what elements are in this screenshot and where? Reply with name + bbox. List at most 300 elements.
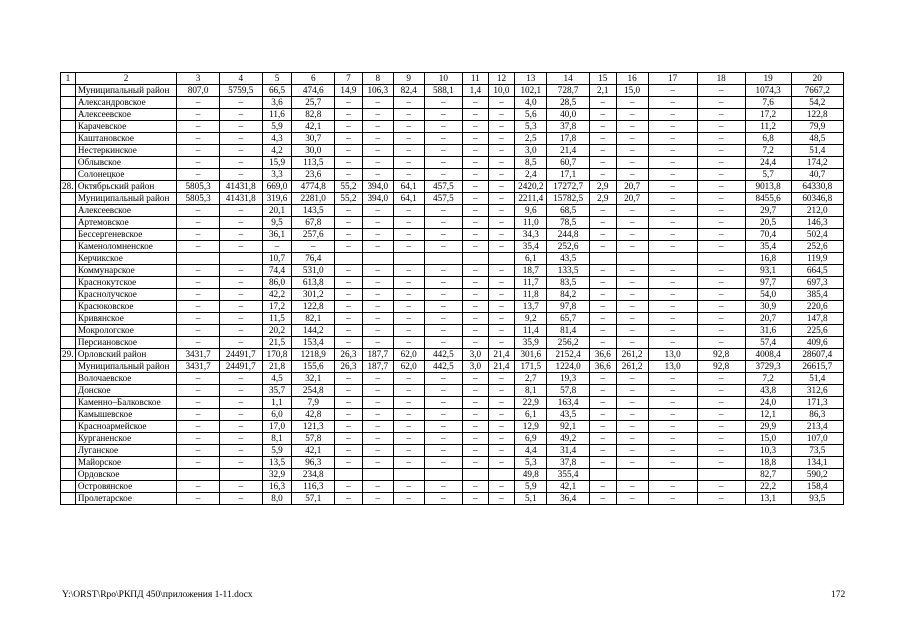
value-cell: 13,0 [648,348,697,360]
territory-name-cell: Октябрьский район [75,180,176,192]
value-cell: – [616,144,648,156]
value-cell: 1218,9 [292,348,335,360]
value-cell: – [463,288,489,300]
value-cell: 43,5 [547,408,590,420]
value-cell: 7,2 [745,372,791,384]
value-cell: – [362,336,393,348]
row-number-cell [61,360,76,372]
value-cell: 143,5 [292,204,335,216]
table-row [61,336,844,348]
value-cell: 15,0 [616,84,648,96]
territory-name-cell: Пролетарское [75,492,176,504]
value-cell: 6,1 [515,252,547,264]
column-number-cell: 11 [463,73,489,85]
value-cell: – [362,216,393,228]
value-cell: 119,9 [791,252,843,264]
territory-name-cell: Артемовское [75,216,176,228]
value-cell: 312,6 [791,384,843,396]
data-table [60,72,844,505]
value-cell: 2,9 [589,192,616,204]
value-cell: – [697,300,745,312]
value-cell: – [616,240,648,252]
row-number-cell [61,264,76,276]
row-number-cell [61,336,76,348]
value-cell: – [424,456,462,468]
value-cell: 254,8 [292,384,335,396]
value-cell: – [219,132,262,144]
value-cell: 107,0 [791,432,843,444]
value-cell: 9,5 [262,216,292,228]
value-cell: – [393,444,424,456]
value-cell: – [463,180,489,192]
value-cell: 6,0 [262,408,292,420]
value-cell: 212,0 [791,204,843,216]
territory-name-cell: Кривянское [75,312,176,324]
territory-name-cell: Луганское [75,444,176,456]
value-cell: – [362,168,393,180]
value-cell: – [177,228,220,240]
value-cell: 13,1 [745,492,791,504]
value-cell: – [393,216,424,228]
value-cell: – [362,144,393,156]
value-cell: – [424,264,462,276]
value-cell: – [616,156,648,168]
value-cell: – [589,264,616,276]
row-number-cell [61,396,76,408]
value-cell: – [697,240,745,252]
column-number-cell: 9 [393,73,424,85]
value-cell [335,468,363,480]
value-cell: – [177,420,220,432]
value-cell: – [219,156,262,168]
value-cell: – [362,240,393,252]
row-number-cell [61,372,76,384]
value-cell: 16,8 [745,252,791,264]
value-cell: 11,8 [515,288,547,300]
territory-name-cell: Донское [75,384,176,396]
value-cell: – [589,228,616,240]
value-cell: – [697,108,745,120]
value-cell: – [177,168,220,180]
value-cell: – [219,396,262,408]
value-cell: 40,7 [791,168,843,180]
value-cell: – [697,96,745,108]
value-cell: – [463,108,489,120]
value-cell: 252,6 [791,240,843,252]
value-cell: 122,8 [791,108,843,120]
value-cell: 36,6 [589,360,616,372]
value-cell: 24,4 [745,156,791,168]
value-cell: – [648,324,697,336]
value-cell: – [177,396,220,408]
value-cell: – [589,132,616,144]
value-cell: – [463,192,489,204]
value-cell: – [424,408,462,420]
value-cell: 20,1 [262,204,292,216]
value-cell: 13,7 [515,300,547,312]
column-number-cell: 14 [547,73,590,85]
value-cell: 79,9 [791,120,843,132]
value-cell: 21,4 [488,348,515,360]
territory-name-cell: Каштановское [75,132,176,144]
territory-name-cell: Керчикское [75,252,176,264]
value-cell: – [424,324,462,336]
territory-name-cell: Каменно–Балковское [75,396,176,408]
value-cell: – [335,264,363,276]
value-cell: 174,2 [791,156,843,168]
value-cell: – [488,456,515,468]
value-cell: – [697,144,745,156]
column-number-cell: 7 [335,73,363,85]
value-cell: – [335,156,363,168]
value-cell: 36,4 [547,492,590,504]
value-cell: 11,7 [515,276,547,288]
value-cell: – [463,420,489,432]
footer-file-path: Y:\ORST\Rpo\РКПД 450\приложения 1-11.docx [62,590,253,600]
value-cell: 12,9 [515,420,547,432]
value-cell [488,468,515,480]
value-cell: – [616,96,648,108]
value-cell: – [177,384,220,396]
table-row [61,240,844,252]
value-cell: – [648,144,697,156]
value-cell: – [463,216,489,228]
value-cell: – [219,288,262,300]
value-cell: – [219,444,262,456]
value-cell: – [335,444,363,456]
value-cell: – [424,396,462,408]
value-cell: – [177,96,220,108]
value-cell: – [488,192,515,204]
column-number-cell: 6 [292,73,335,85]
value-cell: – [589,420,616,432]
value-cell: – [335,432,363,444]
table-header-row [61,73,844,85]
value-cell: – [362,480,393,492]
value-cell: 234,8 [292,468,335,480]
value-cell [589,252,616,264]
value-cell: 86,3 [791,408,843,420]
table-row [61,444,844,456]
value-cell: – [362,420,393,432]
value-cell: 2420,2 [515,180,547,192]
value-cell: – [335,288,363,300]
value-cell: – [648,168,697,180]
row-number-cell [61,480,76,492]
value-cell: – [362,120,393,132]
row-number-cell [61,96,76,108]
value-cell: – [488,408,515,420]
value-cell: – [424,156,462,168]
value-cell: – [589,300,616,312]
value-cell: – [362,132,393,144]
value-cell: – [648,444,697,456]
value-cell: – [616,420,648,432]
territory-name-cell: Мокрологское [75,324,176,336]
row-number-cell [61,204,76,216]
value-cell: – [488,216,515,228]
value-cell: 8,0 [262,492,292,504]
value-cell: – [648,156,697,168]
territory-name-cell: Островянское [75,480,176,492]
value-cell: – [697,336,745,348]
value-cell: 1074,3 [745,84,791,96]
value-cell: – [648,120,697,132]
value-cell: – [463,144,489,156]
value-cell: – [335,96,363,108]
value-cell: – [424,108,462,120]
value-cell: – [589,336,616,348]
value-cell: 29,7 [745,204,791,216]
value-cell: – [648,132,697,144]
table-row [61,360,844,372]
value-cell: – [335,396,363,408]
value-cell: 3,0 [463,360,489,372]
value-cell: 7667,2 [791,84,843,96]
value-cell: – [362,492,393,504]
value-cell: 3729,3 [745,360,791,372]
value-cell: – [219,384,262,396]
value-cell: – [362,276,393,288]
value-cell: – [616,120,648,132]
value-cell: 21,4 [547,144,590,156]
value-cell: – [393,300,424,312]
value-cell: 37,8 [547,120,590,132]
row-number-cell [61,324,76,336]
table-row [61,348,844,360]
value-cell: 55,2 [335,180,363,192]
value-cell: – [335,456,363,468]
value-cell: 5,6 [515,108,547,120]
value-cell: – [219,456,262,468]
row-number-cell [61,288,76,300]
value-cell: 116,3 [292,480,335,492]
value-cell: 42,1 [292,444,335,456]
table-row [61,264,844,276]
value-cell: – [335,132,363,144]
value-cell: 64,1 [393,192,424,204]
row-number-cell [61,252,76,264]
column-number-cell: 12 [488,73,515,85]
value-cell: 8,5 [515,156,547,168]
value-cell: 20,7 [616,180,648,192]
row-number-cell [61,84,76,96]
value-cell: 6,9 [515,432,547,444]
value-cell: 502,4 [791,228,843,240]
value-cell: 2,9 [589,180,616,192]
value-cell: – [335,108,363,120]
value-cell: – [424,204,462,216]
value-cell: 57,4 [745,336,791,348]
value-cell: 11,6 [262,108,292,120]
value-cell: – [393,432,424,444]
value-cell: – [424,492,462,504]
value-cell: – [589,396,616,408]
value-cell: – [616,300,648,312]
value-cell: – [488,156,515,168]
value-cell: – [335,204,363,216]
value-cell: 22,9 [515,396,547,408]
value-cell: – [488,276,515,288]
value-cell: 83,5 [547,276,590,288]
value-cell: – [589,96,616,108]
value-cell: – [616,264,648,276]
value-cell: 54,0 [745,288,791,300]
value-cell: 18,8 [745,456,791,468]
value-cell: – [589,456,616,468]
value-cell: – [697,492,745,504]
value-cell: 4,3 [262,132,292,144]
value-cell: 35,4 [515,240,547,252]
value-cell: – [616,228,648,240]
value-cell: 76,4 [292,252,335,264]
value-cell: 97,8 [547,300,590,312]
value-cell: – [177,144,220,156]
value-cell: 93,1 [745,264,791,276]
value-cell: – [393,312,424,324]
value-cell: 26,3 [335,360,363,372]
row-number-cell [61,312,76,324]
value-cell: 41431,8 [219,192,262,204]
table-row [61,180,844,192]
value-cell: – [697,228,745,240]
value-cell: – [219,204,262,216]
table-row [61,384,844,396]
value-cell: 301,2 [292,288,335,300]
value-cell: 409,6 [791,336,843,348]
value-cell: – [463,480,489,492]
value-cell: – [697,384,745,396]
value-cell: 26615,7 [791,360,843,372]
value-cell: – [424,132,462,144]
value-cell: 20,7 [616,192,648,204]
value-cell: 62,0 [393,360,424,372]
value-cell: – [335,300,363,312]
value-cell: 22,2 [745,480,791,492]
value-cell: – [177,324,220,336]
value-cell: 35,7 [262,384,292,396]
value-cell: – [463,240,489,252]
value-cell: 43,8 [745,384,791,396]
value-cell: – [589,108,616,120]
value-cell: – [463,300,489,312]
value-cell: – [697,264,745,276]
value-cell: 24491,7 [219,348,262,360]
row-number-cell [61,444,76,456]
table-row [61,156,844,168]
value-cell: 34,3 [515,228,547,240]
value-cell: – [219,276,262,288]
value-cell: – [335,120,363,132]
value-cell: 442,5 [424,348,462,360]
territory-name-cell: Орловский район [75,348,176,360]
value-cell: – [219,324,262,336]
territory-name-cell: Алексеевское [75,108,176,120]
value-cell: 225,6 [791,324,843,336]
value-cell: – [292,240,335,252]
value-cell: – [648,312,697,324]
value-cell: – [424,216,462,228]
value-cell: 4774,8 [292,180,335,192]
value-cell: – [393,204,424,216]
value-cell: – [335,216,363,228]
value-cell: 588,1 [424,84,462,96]
value-cell: 442,5 [424,360,462,372]
table-row [61,228,844,240]
value-cell: 134,1 [791,456,843,468]
value-cell: – [697,288,745,300]
value-cell: – [424,444,462,456]
value-cell: – [589,312,616,324]
value-cell: 158,4 [791,480,843,492]
value-cell: – [589,216,616,228]
value-cell: 7,6 [745,96,791,108]
value-cell: 82,8 [292,108,335,120]
value-cell: – [393,420,424,432]
value-cell: – [648,276,697,288]
value-cell: – [393,288,424,300]
data-table-container [60,72,844,505]
territory-name-cell: Ордовское [75,468,176,480]
value-cell [177,468,220,480]
value-cell: – [219,420,262,432]
territory-name-cell: Камышевское [75,408,176,420]
value-cell: 170,8 [262,348,292,360]
value-cell: – [648,84,697,96]
value-cell: – [616,132,648,144]
row-number-cell [61,408,76,420]
value-cell: – [488,120,515,132]
value-cell: – [424,300,462,312]
value-cell: – [616,276,648,288]
value-cell: 11,2 [745,120,791,132]
value-cell: – [616,324,648,336]
value-cell: – [616,204,648,216]
value-cell: – [616,432,648,444]
value-cell: – [424,276,462,288]
territory-name-cell: Волочаевское [75,372,176,384]
value-cell: – [616,396,648,408]
value-cell: 5,9 [262,120,292,132]
value-cell: – [335,168,363,180]
value-cell: – [424,168,462,180]
column-number-cell: 3 [177,73,220,85]
value-cell [463,468,489,480]
value-cell: – [463,396,489,408]
value-cell: – [262,240,292,252]
value-cell: 669,0 [262,180,292,192]
value-cell: – [177,156,220,168]
value-cell [335,252,363,264]
value-cell: – [697,120,745,132]
value-cell [616,252,648,264]
territory-name-cell: Муниципальный район [75,84,176,96]
column-number-cell: 10 [424,73,462,85]
value-cell: – [488,432,515,444]
value-cell: – [488,312,515,324]
value-cell [616,468,648,480]
value-cell: 86,0 [262,276,292,288]
value-cell: 8455,6 [745,192,791,204]
value-cell: – [589,168,616,180]
value-cell: – [335,228,363,240]
value-cell: 18,7 [515,264,547,276]
value-cell: – [616,384,648,396]
value-cell: 9013,8 [745,180,791,192]
value-cell: – [177,108,220,120]
value-cell: 82,4 [393,84,424,96]
row-number-cell [61,420,76,432]
